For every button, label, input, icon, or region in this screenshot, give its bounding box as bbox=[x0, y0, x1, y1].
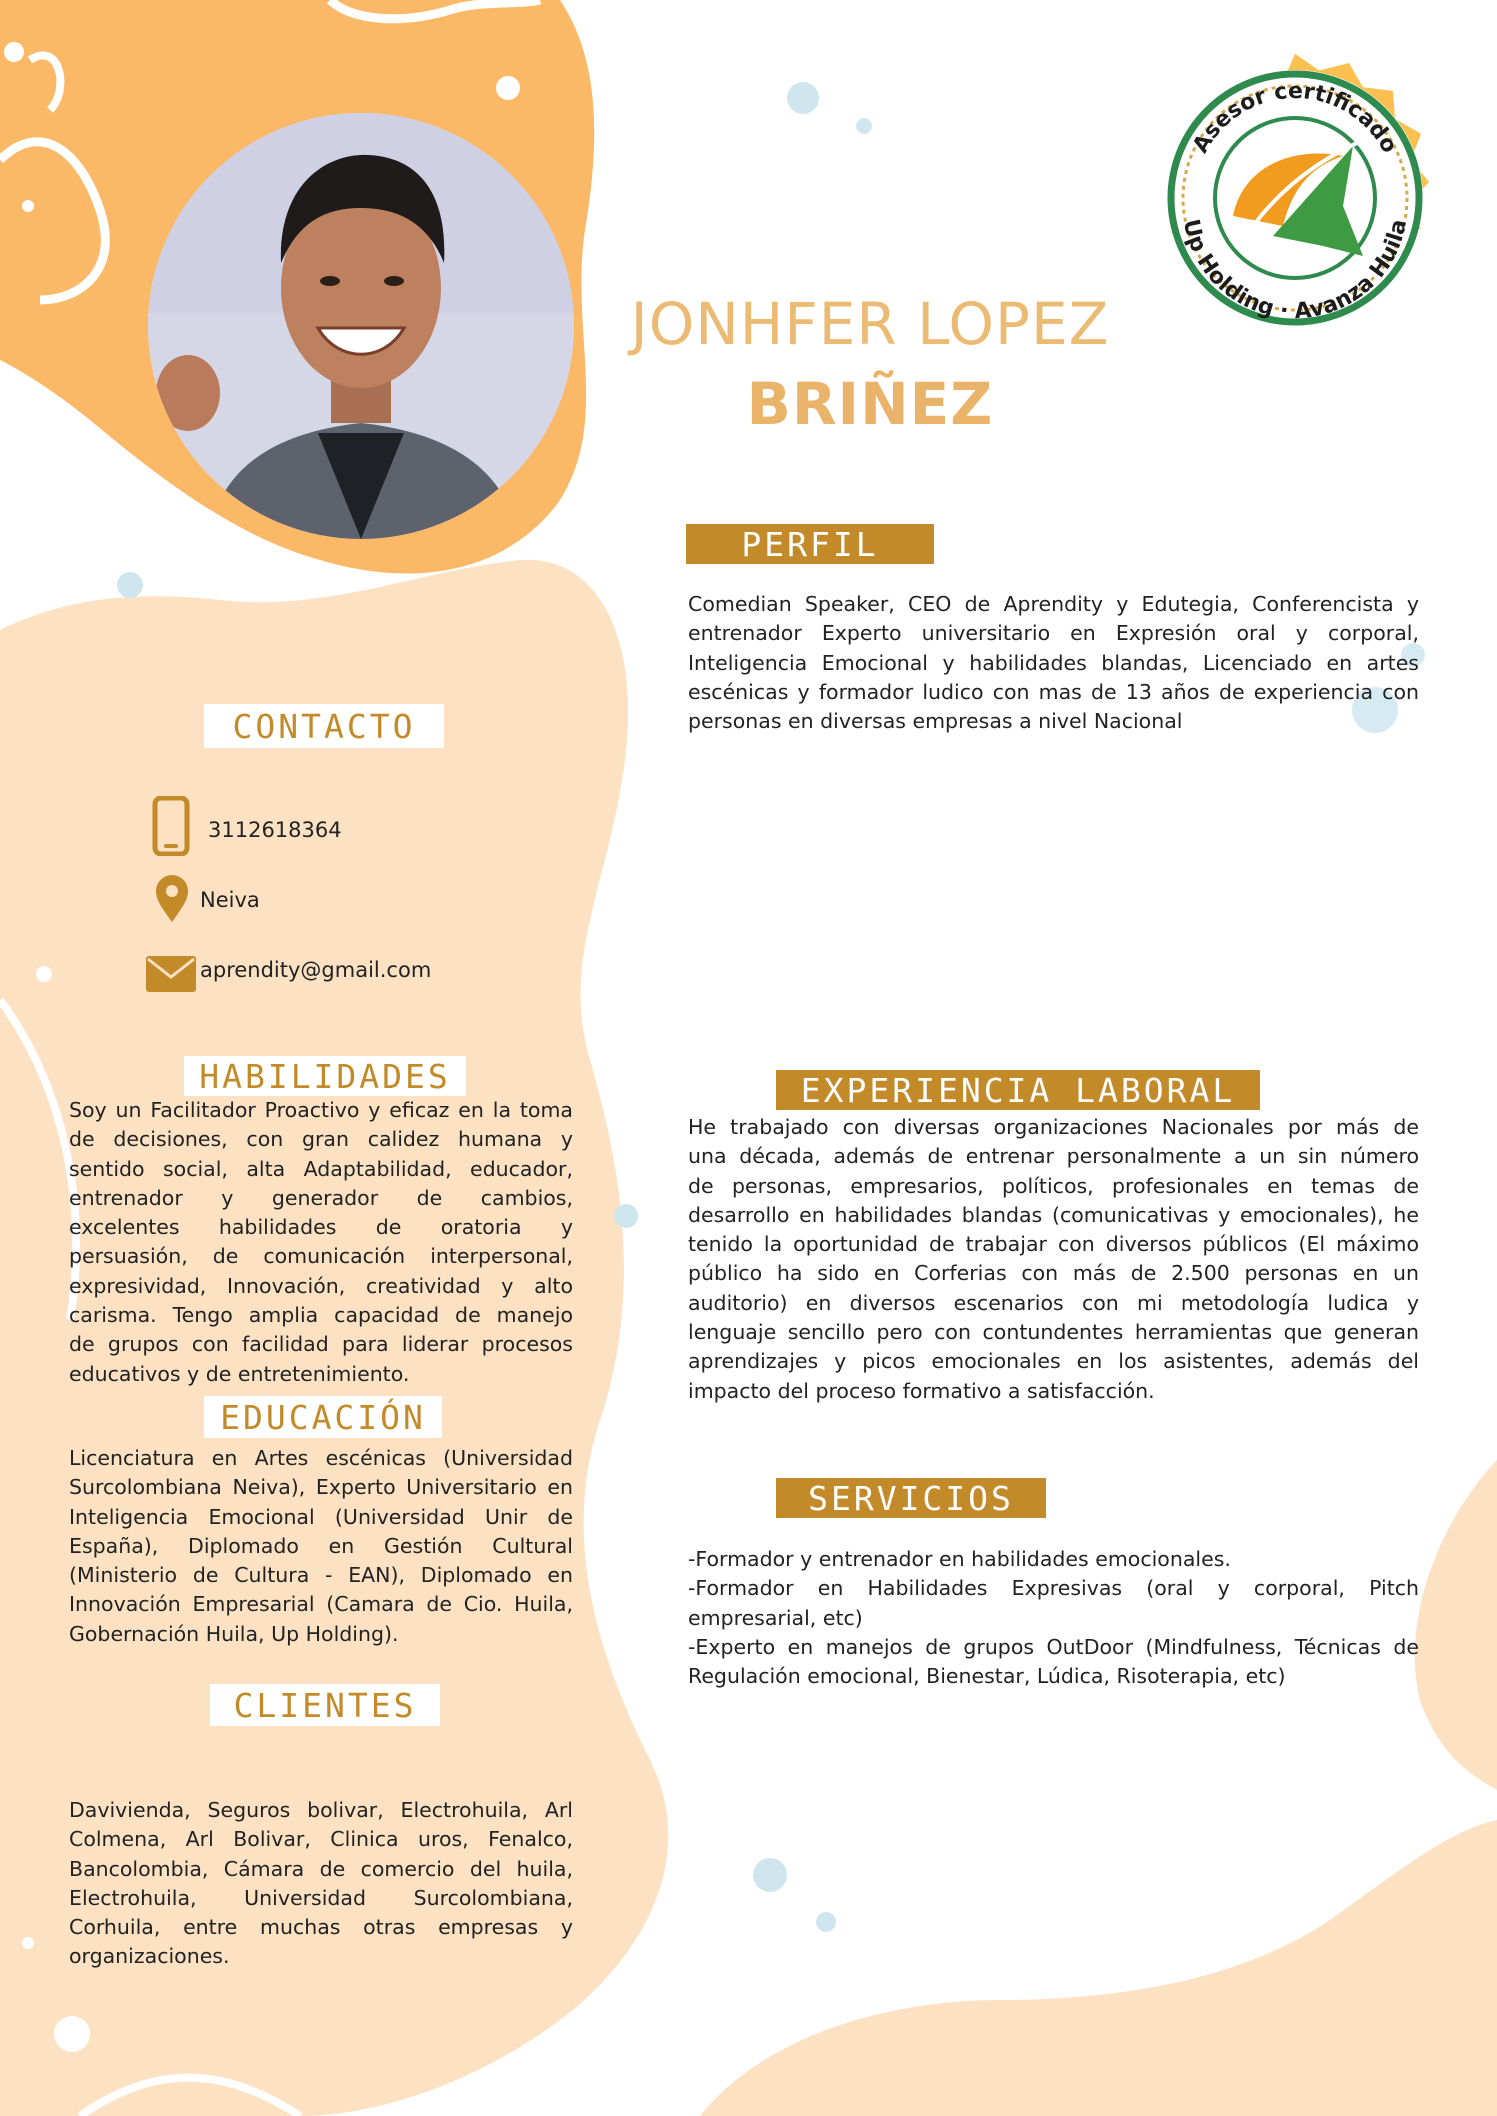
profile-photo bbox=[148, 113, 574, 539]
envelope-icon bbox=[146, 956, 196, 992]
phone-icon bbox=[152, 796, 190, 856]
section-title-habilidades: HABILIDADES bbox=[184, 1056, 466, 1096]
section-title-experiencia: EXPERIENCIA LABORAL bbox=[776, 1070, 1260, 1110]
experiencia-line: desarrollo en habilidades blandas (comunicativas y emocionales), he bbox=[688, 1202, 1419, 1227]
name-first-line: JONHFER LOPEZ bbox=[630, 290, 1110, 358]
habilidades-line: carisma. Tengo amplia capacidad de manejo bbox=[69, 1303, 573, 1328]
habilidades-line: educativos y de entretenimiento. bbox=[69, 1361, 410, 1386]
name-second-line: BRIÑEZ bbox=[746, 370, 994, 438]
clientes-line: Electrohuila, Universidad Surcolombiana, bbox=[69, 1885, 573, 1910]
perfil-line: entrenador Experto universitario en Expresión oral y corporal, bbox=[688, 621, 1419, 646]
educacion-line: Gobernación Huila, Up Holding). bbox=[69, 1621, 399, 1646]
clientes-line: organizaciones. bbox=[69, 1944, 230, 1969]
educacion-line: (Ministerio de Cultura - EAN), Diplomado en bbox=[69, 1563, 573, 1588]
section-title-contacto: CONTACTO bbox=[204, 704, 444, 748]
perfil-line: Comedian Speaker, CEO de Aprendity y Edutegia, Conferencista y bbox=[688, 592, 1419, 616]
experiencia-line: impacto del proceso formativo a satisfacción. bbox=[688, 1378, 1155, 1403]
perfil-line: personas en diversas empresas a nivel Nacional bbox=[688, 709, 1183, 734]
habilidades-line: Soy un Facilitador Proactivo y eficaz en la toma bbox=[69, 1098, 573, 1122]
section-title-educacion: EDUCACIÓN bbox=[204, 1396, 442, 1438]
location-pin-icon bbox=[154, 874, 190, 924]
clientes-line: Davivienda, Seguros bolivar, Electrohuila, Arl bbox=[69, 1798, 573, 1822]
certification-seal bbox=[1123, 26, 1467, 370]
contact-email: aprendity@gmail.com bbox=[200, 958, 432, 982]
contact-city: Neiva bbox=[200, 888, 260, 912]
servicios-text bbox=[688, 1545, 1419, 1691]
educacion-line: Inteligencia Emocional (Universidad Unir de bbox=[69, 1504, 573, 1529]
clientes-text bbox=[69, 1796, 573, 1972]
habilidades-line: excelentes habilidades de oratoria y bbox=[69, 1215, 573, 1240]
habilidades-line: sentido social, alta Adaptabilidad, educador, bbox=[69, 1156, 573, 1181]
perfil-text bbox=[688, 590, 1419, 736]
experiencia-text bbox=[688, 1113, 1419, 1406]
educacion-line: Innovación Empresarial (Camara de Cio. Huila, bbox=[69, 1592, 573, 1617]
perfil-line: Inteligencia Emocional y habilidades blandas, Licenciado en artes bbox=[688, 650, 1419, 675]
servicios-line: -Formador en Habilidades Expresivas (oral y corporal, Pitch bbox=[688, 1576, 1419, 1601]
educacion-text bbox=[69, 1444, 573, 1649]
experiencia-line: lenguaje sencillo pero con contundentes herramientas que generan bbox=[688, 1320, 1419, 1345]
educacion-line: España), Diplomado en Gestión Cultural bbox=[69, 1533, 573, 1558]
servicios-line: -Formador y entrenador en habilidades emocionales. bbox=[688, 1547, 1231, 1571]
habilidades-line: expresividad, Innovación, creatividad y alto bbox=[69, 1273, 573, 1298]
servicios-line: empresarial, etc) bbox=[688, 1605, 863, 1630]
experiencia-line: de personas, empresarios, políticos, profesionales en temas de bbox=[688, 1173, 1419, 1198]
habilidades-line: de decisiones, con gran calidez humana y bbox=[69, 1127, 573, 1152]
servicios-line: Regulación emocional, Bienestar, Lúdica, Risoterapia, etc) bbox=[688, 1664, 1286, 1689]
servicios-line: -Experto en manejos de grupos OutDoor (Mindfulness, Técnicas de bbox=[688, 1634, 1419, 1659]
experiencia-line: tenido la oportunidad de trabajar con diversos públicos (El máximo bbox=[688, 1232, 1419, 1257]
experiencia-line: una década, además de entrenar personalmente a un sin número bbox=[688, 1144, 1419, 1169]
experiencia-line: He trabajado con diversas organizaciones Nacionales por más de bbox=[688, 1115, 1419, 1139]
seal-text-bottom: Up Holding · Avanza Huila bbox=[1177, 217, 1413, 325]
contact-phone: 3112618364 bbox=[208, 818, 342, 842]
section-title-servicios: SERVICIOS bbox=[776, 1478, 1046, 1518]
experiencia-line: público ha sido en Corferias con más de 2.500 personas en un bbox=[688, 1261, 1419, 1286]
habilidades-line: persuasión, de comunicación interpersonal, bbox=[69, 1244, 573, 1269]
educacion-line: Licenciatura en Artes escénicas (Universidad bbox=[69, 1446, 573, 1470]
clientes-line: Bancolombia, Cámara de comercio del huila, bbox=[69, 1856, 573, 1881]
clientes-line: Corhuila, entre muchas otras empresas y bbox=[69, 1915, 573, 1940]
clientes-line: Colmena, Arl Bolivar, Clinica uros, Fenalco, bbox=[69, 1827, 573, 1852]
educacion-line: Surcolombiana Neiva), Experto Universitario en bbox=[69, 1475, 573, 1500]
experiencia-line: auditorio) en diversos escenarios con mi metodología ludica y bbox=[688, 1290, 1419, 1315]
section-title-perfil: PERFIL bbox=[686, 524, 934, 564]
section-title-clientes: CLIENTES bbox=[210, 1684, 440, 1726]
seal-text-top: Asesor certificado bbox=[1188, 78, 1402, 158]
habilidades-text bbox=[69, 1096, 573, 1389]
habilidades-line: entrenador y generador de cambios, bbox=[69, 1185, 573, 1210]
habilidades-line: de grupos con facilidad para liderar procesos bbox=[69, 1332, 573, 1357]
perfil-line: escénicas y formador ludico con mas de 13 años de experiencia con bbox=[688, 679, 1419, 704]
experiencia-line: aprendizajes y picos emocionales en los asistentes, además del bbox=[688, 1349, 1419, 1374]
